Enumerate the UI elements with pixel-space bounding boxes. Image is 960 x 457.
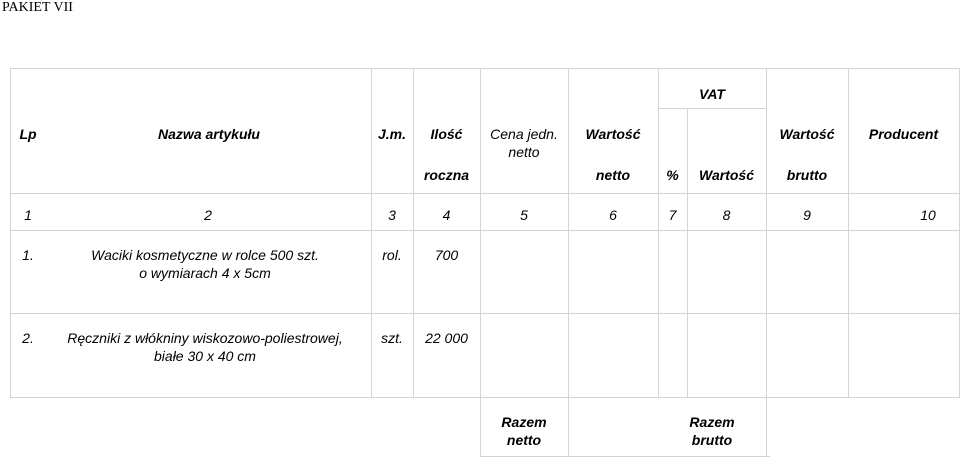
gross-total-label-1: Razem: [689, 414, 735, 430]
header-lp: Lp: [19, 126, 37, 142]
column-number: 3: [388, 207, 396, 223]
header-qty-2: roczna: [423, 167, 470, 183]
row-unit: szt.: [381, 330, 403, 346]
column-number: 9: [803, 207, 811, 223]
row-name-line-2: białe 30 x 40 cm: [154, 348, 256, 364]
header-bottom-line: [10, 193, 960, 194]
row-name-line-2: o wymiarach 4 x 5cm: [139, 265, 271, 281]
header-producer: Producent: [868, 126, 939, 142]
header-gross-1: Wartość: [779, 126, 835, 142]
header-net-2: netto: [595, 167, 631, 183]
row-lp: 1.: [22, 247, 34, 263]
column-number: 2: [204, 207, 212, 223]
header-name: Nazwa artykułu: [158, 126, 260, 142]
row-lp: 2.: [22, 330, 34, 346]
column-number: 6: [609, 207, 617, 223]
column-number: 5: [520, 207, 528, 223]
row-name-line-1: Waciki kosmetyczne w rolce 500 szt.: [91, 247, 319, 263]
header-price-2: netto: [508, 144, 540, 160]
header-gross-2: brutto: [786, 167, 828, 183]
col-line-unit: [371, 68, 372, 398]
row-1-bottom-line: [10, 313, 960, 314]
header-qty-1: Ilość: [430, 126, 463, 142]
header-price-1: Cena jedn.: [490, 126, 558, 142]
row-qty: 700: [434, 247, 459, 263]
header-net-1: Wartość: [585, 126, 641, 142]
header-vat-pct: %: [666, 167, 679, 183]
page-title: PAKIET VII: [2, 0, 73, 15]
net-total-label-1: Razem: [501, 414, 547, 430]
net-total-label-2: netto: [506, 432, 542, 448]
col-line-vat-pct: [658, 68, 659, 398]
row-unit: rol.: [382, 247, 402, 263]
col-line-producer: [848, 68, 849, 398]
vat-subheader-line: [658, 108, 766, 109]
col-line-qty: [413, 68, 414, 398]
gross-total-label-2: brutto: [691, 432, 733, 448]
column-number: 7: [668, 207, 677, 223]
column-number: 1: [24, 207, 32, 223]
column-number: 8: [722, 207, 731, 223]
row-qty: 22 000: [425, 330, 468, 346]
numbers-bottom-line: [10, 230, 960, 231]
column-number: 4: [442, 207, 451, 223]
table-border-left: [10, 68, 11, 398]
row-name-line-1: Ręczniki z włókniny wiskozowo-poliestrowej,: [67, 330, 343, 346]
column-number: 10: [920, 207, 936, 223]
header-vat: VAT: [699, 86, 725, 102]
table-border-top: [10, 68, 960, 69]
header-unit: J.m.: [377, 126, 406, 142]
col-line-vat-value: [687, 108, 688, 398]
header-vat-value: Wartość: [699, 167, 754, 183]
row-2-bottom-line: [10, 397, 960, 398]
